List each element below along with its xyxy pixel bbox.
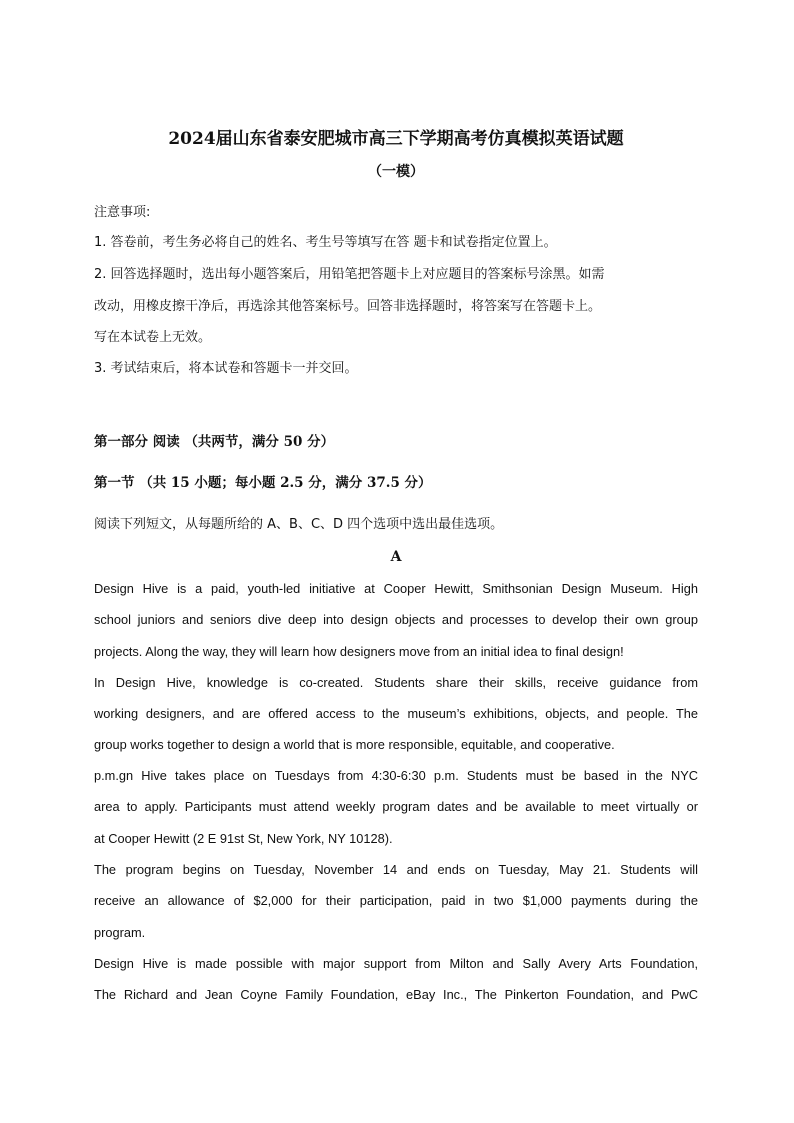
- notes-item-2-line-3: 写在本试卷上无效。: [94, 330, 212, 345]
- passage-line: receive an allowance of $2,000 for their participation, paid in two $1,000 payments during the: [94, 893, 698, 908]
- reading-instruction: 阅读下列短文，从每题所给的 A、B、C、D 四个选项中选出最佳选项。: [94, 517, 504, 532]
- passage-line: Design Hive is made possible with major support from Milton and Sally Avery Arts Foundation,: [94, 956, 698, 971]
- passage-line: area to apply. Participants must attend weekly program dates and be available to meet virtually or: [94, 799, 698, 814]
- passage-line: program.: [94, 925, 146, 940]
- passage-line: school juniors and seniors dive deep into design objects and processes to develop their own group: [94, 612, 698, 627]
- passage-line: at Cooper Hewitt (2 E 91st St, New York, NY 10128).: [94, 831, 393, 846]
- passage-line: projects. Along the way, they will learn how designers move from an initial idea to final design!: [94, 644, 624, 659]
- passage-line: p.m.gn Hive takes place on Tuesdays from 4:30-6:30 p.m. Students must be based in the NYC: [94, 768, 698, 783]
- notes-item-3: 3. 考试结束后，将本试卷和答题卡一并交回。: [94, 361, 358, 376]
- exam-title: 2024届山东省泰安肥城市高三下学期高考仿真模拟英语试题: [168, 129, 624, 149]
- notes-item-1: 1. 答卷前，考生务必将自己的姓名、考生号等填写在答 题卡和试卷指定位置上。: [94, 235, 557, 250]
- section-1-heading: 第一节 （共 15 小题；每小题 2.5 分，满分 37.5 分）: [94, 475, 432, 491]
- notes-heading: 注意事项:: [94, 205, 151, 220]
- passage-line: The program begins on Tuesday, November 14 and ends on Tuesday, May 21. Students will: [94, 862, 698, 877]
- passage-line: In Design Hive, knowledge is co-created. Students share their skills, receive guidance from: [94, 675, 698, 690]
- notes-item-2-line-1: 2. 回答选择题时，选出每小题答案后，用铅笔把答题卡上对应题目的答案标号涂黑。如需: [94, 267, 605, 282]
- passage-line: Design Hive is a paid, youth-led initiative at Cooper Hewitt, Smithsonian Design Museum. High: [94, 581, 698, 596]
- passage-line: group works together to design a world that is more responsible, equitable, and cooperative.: [94, 737, 615, 752]
- exam-subtitle: （一模）: [368, 164, 424, 180]
- passage-a-label: A: [390, 549, 402, 565]
- passage-line: working designers, and are offered access to the museum’s exhibitions, objects, and people. The: [94, 706, 698, 721]
- passage-line: The Richard and Jean Coyne Family Foundation, eBay Inc., The Pinkerton Foundation, and PwC: [94, 987, 698, 1002]
- part-1-heading: 第一部分 阅读 （共两节，满分 50 分）: [94, 434, 335, 450]
- notes-item-2-line-2: 改动，用橡皮擦干净后，再选涂其他答案标号。回答非选择题时，将答案写在答题卡上。: [94, 299, 602, 314]
